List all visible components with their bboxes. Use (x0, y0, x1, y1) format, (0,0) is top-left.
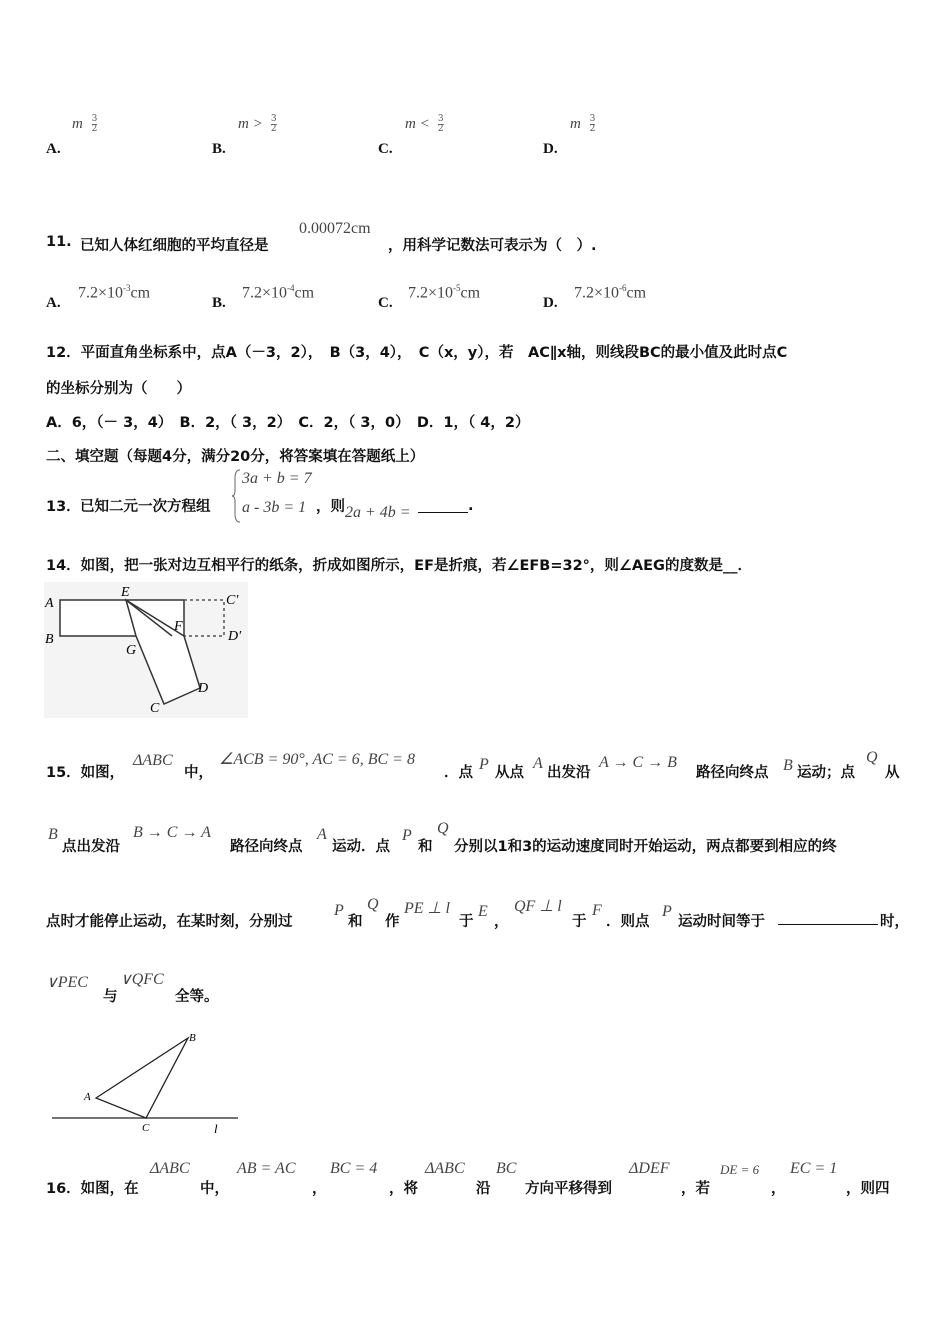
q16-a: 16．如图，在 (46, 1181, 139, 1197)
q15-l3-p: P (334, 902, 344, 919)
q16-d: ，将 (389, 1181, 418, 1197)
q15-l2-e: 分别以1和3的运动速度同时开始运动，两点都要到相应的终 (454, 839, 837, 855)
q16-triangle: ΔABC (150, 1160, 190, 1177)
q15-l2-d: 和 (418, 839, 433, 855)
q14-label-e: E (121, 585, 130, 600)
q15-l3-qf-perp: QF ⊥ l (514, 898, 562, 915)
q15-l1-p: P (479, 756, 489, 773)
q11-option-b-value: $7.2\times 10^{-4}cm$ (242, 283, 315, 302)
q14-label-d-prime: D′ (228, 629, 242, 644)
q10-option-d-label[interactable]: D. (543, 141, 558, 157)
q15-l2-p: P (402, 827, 412, 844)
q15-l3-b: 和 (348, 914, 363, 930)
q10-option-c-math: m < $\frac{3}{2}$ (405, 113, 444, 134)
q15-l4-a: 与 (103, 989, 118, 1005)
q15-fig-label-l: l (214, 1121, 218, 1136)
q13-eq2: a - 3b = 1 (242, 499, 307, 516)
q15-l2-a-point: A (317, 826, 327, 843)
q15-l3-i: 时， (880, 914, 909, 930)
q15-l1-a-point: A (533, 755, 543, 772)
q12-line2: 的坐标分别为（ ） (46, 381, 191, 397)
q15-l2-q: Q (437, 820, 449, 837)
q10-option-a-label[interactable]: A. (46, 141, 61, 157)
q15-l3-f: 于 (572, 914, 587, 930)
q16-de: DE = 6 (720, 1162, 760, 1177)
q15-answer-blank[interactable] (778, 912, 878, 925)
q15-l3-f-point: F (592, 902, 602, 919)
q16-c: ， (312, 1181, 327, 1197)
q16-ec: EC = 1 (790, 1160, 838, 1177)
q15-l1-path: A → C → B (599, 754, 677, 771)
q15-l3-g: ．则点 (606, 914, 650, 930)
q13-brace (232, 468, 242, 524)
q15-l1-b-point: B (783, 757, 793, 774)
q14-label-b: B (45, 632, 54, 647)
q15-l3-d: 于 (459, 914, 474, 930)
q15-triangle-abc (96, 1038, 188, 1118)
q11-value: 0.00072cm (299, 220, 371, 237)
q11-option-d-label[interactable]: D. (543, 295, 558, 311)
q15-l1-h: 从 (885, 765, 900, 781)
q16-triangle-def: ΔDEF (629, 1160, 670, 1177)
q13-expr: 2a + 4b = (345, 504, 411, 521)
q16-h: ， (771, 1181, 786, 1197)
q13-text: 已知二元一次方程组 (80, 499, 211, 515)
q11-option-c-value: $7.2\times 10^{-5}cm$ (408, 283, 481, 302)
q14-label-c: C (150, 701, 160, 716)
q15-l3-q: Q (367, 896, 379, 913)
q13-end: . (468, 498, 474, 514)
q10-option-a-math: m $\frac{3}{2}$ (72, 113, 98, 134)
q15-fig-label-a: A (84, 1091, 91, 1103)
q15-l1-a: 15．如图， (46, 765, 125, 781)
q16-b: 中， (200, 1181, 229, 1197)
q15-l3-a: 点时才能停止运动，在某时刻，分别过 (46, 914, 293, 930)
q15-l4-triangle-pec: ∨PEC (46, 974, 88, 991)
q10-option-c-label[interactable]: C. (378, 141, 393, 157)
q15-l1-triangle: ΔABC (133, 752, 173, 769)
q15-l4-triangle-qfc: ∨QFC (120, 971, 164, 988)
q11-option-d-value: $7.2\times 10^{-6}cm$ (574, 283, 647, 302)
q13-answer-blank[interactable] (418, 508, 468, 513)
q11-option-a-label[interactable]: A. (46, 295, 61, 311)
section-2-heading: 二、填空题（每题4分，满分20分，将答案填在答题纸上） (46, 449, 425, 465)
q14-figure (44, 582, 248, 718)
q15-l3-h: 运动时间等于 (678, 914, 765, 930)
q16-e: 沿 (476, 1181, 491, 1197)
q16-f: 方向平移得到 (525, 1181, 612, 1197)
q14-label-f: F (174, 619, 183, 634)
q11-text-b: ，用科学记数法可表示为（ ）. (388, 238, 597, 254)
q10-option-b-label[interactable]: B. (212, 141, 226, 157)
q15-l1-f: 路径向终点 (696, 765, 769, 781)
q13-number: 13． (46, 499, 81, 515)
q11-number: 11. (46, 234, 72, 250)
q11-text-a: 已知人体红细胞的平均直径是 (80, 238, 269, 254)
q15-l1-b: 中， (184, 765, 213, 781)
q15-l1-q: Q (866, 749, 878, 766)
q16-i: ，则四 (846, 1181, 890, 1197)
q13-then: ，则 (316, 499, 345, 515)
q16-cond2: BC = 4 (330, 1160, 378, 1177)
q12-line1: 12．平面直角坐标系中，点A（－3，2）， B（3，4）， C（x，y），若 AC∥x轴，则线段BC的最小值及此时点C (46, 345, 788, 361)
q15-l2-b: 路径向终点 (230, 839, 303, 855)
q14-label-a: A (45, 596, 54, 611)
q10-option-d-math: m $\frac{3}{2}$ (570, 113, 596, 134)
q16-triangle-2: ΔABC (425, 1160, 465, 1177)
q16-g: ，若 (681, 1181, 710, 1197)
q16-bc: BC (496, 1160, 517, 1177)
q14-text: 14．如图，把一张对边互相平行的纸条，折成如图所示，EF是折痕，若∠EFB=32°，则∠AEG的度数是__． (46, 558, 752, 574)
q15-l2-c: 运动．点 (332, 839, 390, 855)
q15-l1-e: 出发沿 (547, 765, 591, 781)
q14-label-d: D (198, 681, 209, 696)
q15-fig-label-b: B (189, 1032, 196, 1044)
q15-l3-pe-perp: PE ⊥ l (404, 900, 450, 917)
q15-l3-e: E (478, 903, 488, 920)
q13-eq1: 3a + b = 7 (242, 470, 312, 487)
q15-fig-label-c: C (142, 1122, 150, 1134)
q15-l1-g: 运动；点 (797, 765, 855, 781)
q11-option-c-label[interactable]: C. (378, 295, 393, 311)
q15-l3-p2: P (662, 903, 672, 920)
q16-cond1: AB = AC (237, 1160, 296, 1177)
q15-figure (48, 1026, 258, 1140)
q15-l3-c: 作 (385, 914, 400, 930)
q15-l1-c: ．点 (444, 765, 473, 781)
q10-option-b-math: m > $\frac{3}{2}$ (238, 113, 277, 134)
q15-l2-a: 点出发沿 (62, 839, 120, 855)
q15-l3-e-comma: ， (494, 914, 509, 930)
q14-label-g: G (126, 643, 137, 658)
q15-l4-b: 全等。 (175, 989, 219, 1005)
q11-option-a-value: $7.2\times 10^{-3}cm$ (78, 283, 151, 302)
q12-options: A．6，（－ 3，4） B．2，（ 3，2） C．2，（ 3，0） D．1，（ 4，2） (46, 415, 530, 431)
q14-label-c-prime: C′ (226, 593, 239, 608)
q15-l1-d: 从点 (495, 765, 524, 781)
q15-l2-b-point: B (48, 826, 58, 843)
q15-l1-conditions: ∠ACB = 90°, AC = 6, BC = 8 (219, 751, 415, 768)
q15-l2-path: B → C → A (133, 824, 211, 841)
q11-option-b-label[interactable]: B. (212, 295, 226, 311)
